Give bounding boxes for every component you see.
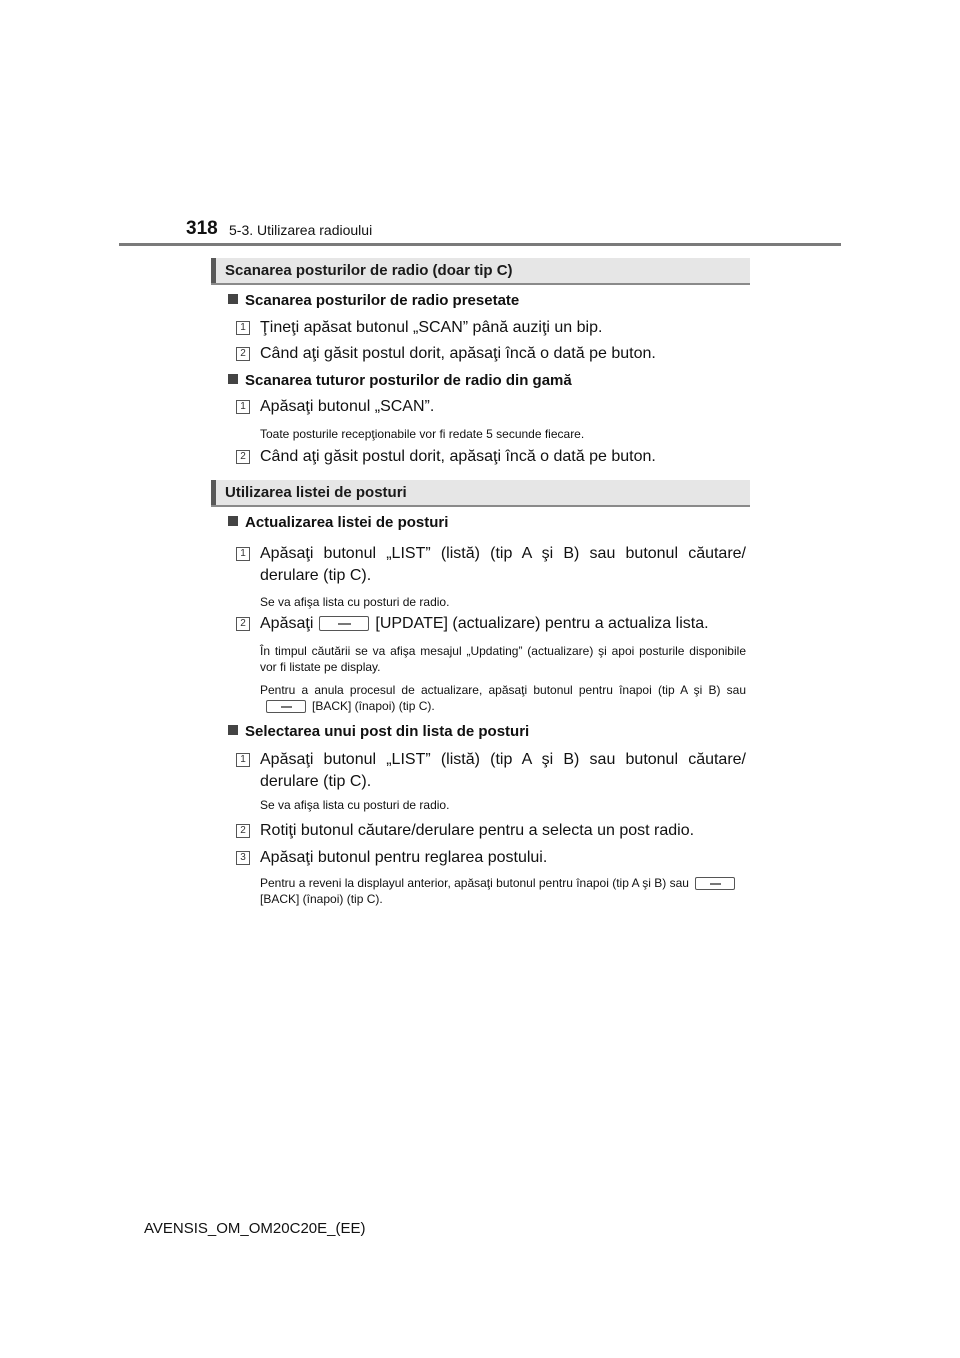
square-bullet-icon [228, 374, 238, 384]
step-number: 1 [236, 400, 250, 414]
step-text: Apăsaţi butonul „LIST” (listă) (tip A şi B) sau butonul căutare/ derulare (tip C). [260, 751, 746, 790]
step-number: 3 [236, 851, 250, 865]
section-reference: 5-3. Utilizarea radioului [229, 222, 373, 238]
subheading-select-station: Selectarea unui post din lista de posturi [228, 723, 529, 740]
step-note: Pentru a anula procesul de actualizare, apăsaţi butonul pentru înapoi (tip A şi B) sau[BACK] (înapoi) (tip C). [260, 683, 746, 713]
document-code: AVENSIS_OM_OM20C20E_(EE) [144, 1220, 366, 1237]
page-number: 318 [186, 218, 218, 239]
square-bullet-icon [228, 294, 238, 304]
section-heading-station-list [211, 480, 750, 507]
step-note: Se va afişa lista cu posturi de radio. [260, 595, 450, 609]
step-number: 2 [236, 617, 250, 631]
section-title: Scanarea posturilor de radio (doar tip C) [225, 262, 513, 279]
step-note: Toate posturile recepţionabile vor fi redate 5 secunde fiecare. [260, 427, 585, 441]
step-number: 2 [236, 450, 250, 464]
step-note: În timpul căutării se va afişa mesajul „Updating” (actualizare) şi apoi posturile disponibile vor fi listate pe display. [260, 644, 746, 674]
heading-bar [211, 258, 216, 283]
step-text: Când aţi găsit postul dorit, apăsaţi încă o dată pe buton. [260, 448, 656, 465]
square-bullet-icon [228, 725, 238, 735]
step-number: 1 [236, 753, 250, 767]
subheading-scan-all: Scanarea tuturor posturilor de radio din gamă [228, 372, 572, 389]
heading-bar [211, 480, 216, 505]
step-number: 2 [236, 824, 250, 838]
screen-button-icon [695, 877, 735, 890]
section-heading-scan [211, 258, 750, 285]
step-note: Pentru a reveni la displayul anterior, apăsaţi butonul pentru înapoi (tip A şi B) sau[BACK] (înapoi) (tip C). [260, 875, 746, 907]
step-text: Apăsaţi butonul pentru reglarea postului. [260, 849, 548, 866]
step-note: Se va afişa lista cu posturi de radio. [260, 798, 450, 812]
step-number: 1 [236, 321, 250, 335]
step-text: Când aţi găsit postul dorit, apăsaţi încă o dată pe buton. [260, 345, 656, 362]
step-text: Ţineţi apăsat butonul „SCAN” până auziţi un bip. [260, 319, 603, 336]
section-title: Utilizarea listei de posturi [225, 484, 407, 501]
square-bullet-icon [228, 516, 238, 526]
step-number: 2 [236, 347, 250, 361]
subheading-update-list: Actualizarea listei de posturi [228, 514, 448, 531]
step-text: Apăsaţi butonul „LIST” (listă) (tip A şi B) sau butonul căutare/ derulare (tip C). [260, 545, 746, 584]
step-text: Rotiţi butonul căutare/derulare pentru a selecta un post radio. [260, 822, 695, 839]
header-divider [119, 243, 841, 246]
step-text: Apăsaţi [UPDATE] (actualizare) pentru a actualiza lista. [260, 615, 709, 632]
screen-button-icon [266, 700, 306, 713]
step-number: 1 [236, 547, 250, 561]
subheading-scan-preset: Scanarea posturilor de radio presetate [228, 292, 519, 309]
step-text: Apăsaţi butonul „SCAN”. [260, 398, 435, 415]
screen-button-icon [319, 616, 369, 631]
